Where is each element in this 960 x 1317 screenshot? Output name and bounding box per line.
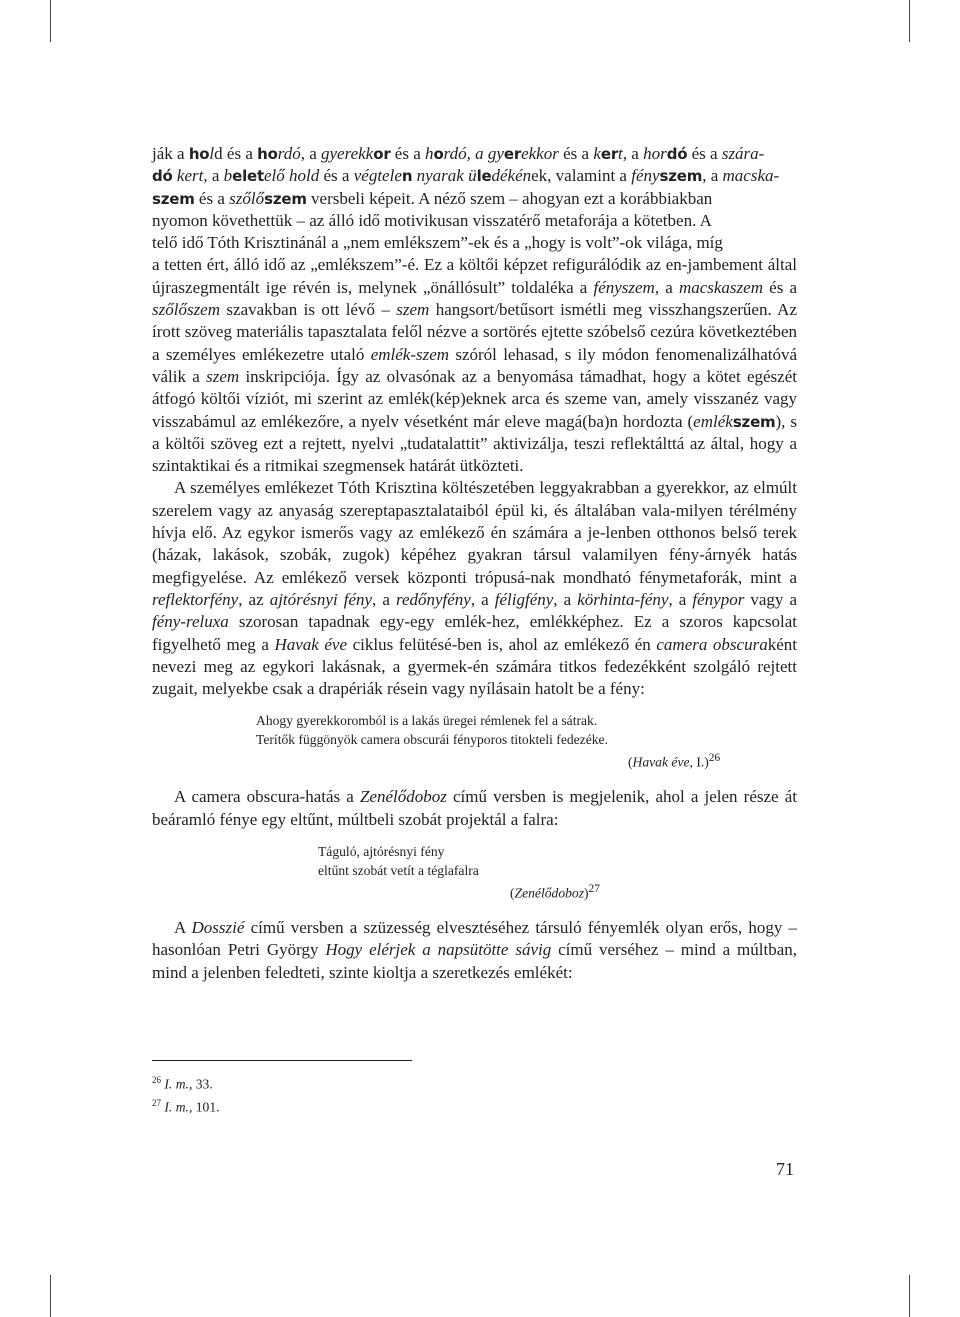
crop-mark-bottom-left (50, 1275, 51, 1317)
quote2-source: (Zenélődoboz)$^{27}$ (510, 883, 600, 901)
p1-line-3: szem és a szőlőszem versbeli képeit. A néző szem – ahogyan ezt a korábbiakban (152, 188, 713, 208)
quote1-source: (Havak éve, I.)$^{26}$ (628, 752, 721, 770)
verse-quote-1 (256, 712, 797, 772)
footnote-ref-27: 27 (588, 883, 600, 896)
footnote-rule (152, 1060, 412, 1061)
p1-sentence: Ez a költői képzet refigurálódik az en-jambement által újraszegmentált ige révén is, melynek „önállósult” toldaléka a (152, 255, 797, 297)
crop-mark-bottom-right (909, 1275, 910, 1317)
crop-mark-top-left (50, 0, 51, 42)
crop-mark-top-right (909, 0, 910, 42)
quote2-line-1: Táguló, ajtórésnyi fény (318, 844, 445, 860)
p1-line-6: a tetten ért, álló idő az „emlékszem”-é. (152, 255, 420, 275)
quote1-line-2: Terítők függönyök camera obscurái fényporos titokteli fedezéke. (256, 731, 608, 747)
quote2-line-2: eltűnt szobát vetít a téglafalra (318, 862, 479, 878)
paragraph-1: ják a hold és a hordó, a gyerekkor és a hordó, a gyerekkor és a kert, a hordó és a szára- dó kert, a beletelő hold és a végtelen nyarak üledékének, valamint a fényszem, a macska- szem és a szőlőszem versbeli képeit. A néző szem – ahogyan ezt a korábbiakban nyomon követhettük – az álló idő motivikusan visszatérő metaforája a kötetben. A telő idő Tóth Krisztinánál a „nem emlékszem”-ek és a „hogy is volt”-ok világa, míg a tetten ért, álló idő az „emlékszem”-é. Ez a költői képzet refigurálódik az en-jambement által újraszegmentált ige révén is, melynek „önállósult” toldaléka a fényszem, a macskaszem és a szőlőszem szavakban is ott lévő – szem hangsort/betűsort ismétli meg visszhangszerűen. Az írott szöveg materiális tapasztalata felől nézve a sortörés ejtette szóbelső cezúra következtében a személyes emlékezetre utaló emlék-szem szóról lehasad, s ily módon fenomenalizálhatóvá válik a szem inskripciója. Így az olvasónak az a benyomása támadhat, hogy a kötet egészét átfogó költői víziót, mi szerint az emlék(kép)eknek arca és szeme van, amely visszanéz vagy visszabámul az emlékezőre, a nyelv vésetként már eleve magá(ba)n hordozta (emlékszem), s a költői szöveg ezt a rejtett, nyelvi „tudatalattit” aktivizálja, teszi reflektálttá az által, hogy a szintaktikai és a ritmikai szegmensek határát ütközteti. (152, 144, 798, 476)
p1-line-5: telő idő Tóth Krisztinánál a „nem emlékszem”-ek és a „hogy is volt”-ok világa, míg (152, 233, 723, 253)
p1-line-2: dó kert, a beletelő hold és a végtelen nyarak üledékének, valamint a fényszem, a macska- (152, 166, 780, 186)
quote1-line-1: Ahogy gyerekkoromból is a lakás üregei rémlenek fel a sátrak. (256, 713, 598, 729)
footnote-26: $^{26}$ I. m., 33. (152, 1075, 213, 1092)
footnotes (152, 1071, 220, 1117)
body-text (152, 143, 797, 984)
paragraph-2: A személyes emlékezet Tóth Krisztina költészetében leggyakrabban a gyerekkor, az elmúlt szerelem vagy az anyaság szereptapasztalataiból épül ki, és általában vala-milyen térélmény hívja elő. Az egykor ismerős vagy az emlékező én számára a je-lenben otthonos belső terek (házak, lakások, szobák, zugok) képéhez gyakran társul valamilyen fény-árnyék hatás megfigyelése. Az emlékező versek központi trópusá-nak mondható fénymetaforák, mint a reflektorfény, az ajtórésnyi fény, a redőnyfény, a féligfény, a körhinta-fény, a fénypor vagy a fény-reluxa szorosan tapadnak egy-egy emlék-hez, emlékképhez. Ez a szoros kapcsolat figyelhető meg a Havak éve ciklus felütésé-ben is, ahol az emlékező én camera obscuraként nevezi meg az egykori lakásnak, a gyermek-én számára titkos fedezékként szolgáló rejtett zugait, melyekbe csak a drapériák résein vagy nyílásain hatolt be a fény: (152, 478, 798, 699)
page-number: 71 (776, 1159, 794, 1179)
footnote-27: $^{27}$ I. m., 101. (152, 1098, 220, 1115)
footnote-ref-26: 26 (708, 752, 721, 765)
p1-line-1: ják a hold és a hordó, a gyerekkor és a hordó, a gyerekkor és a kert, a hordó és a szára- (152, 144, 765, 163)
verse-quote-2 (318, 843, 797, 903)
paragraph-4: A Dosszié című versben a szüzesség elvesztéséhez társuló fényemlék olyan erős, hogy – hasonlóan Petri György Hogy elérjek a napsütötte sávig című verséhez – mind a múltban, mind a jelenben feledteti, szinte kioltja a szeretkezés emlékét: (152, 918, 797, 982)
paragraph-3: A camera obscura-hatás a Zenélődoboz című versben is megjelenik, ahol a jelen része át beáramló fénye egy eltűnt, múltbeli szobát projektál a falra: (152, 787, 797, 829)
p1-line-4: nyomon követhettük – az álló idő motivikusan visszatérő metaforája a kötetben. A (152, 210, 712, 230)
